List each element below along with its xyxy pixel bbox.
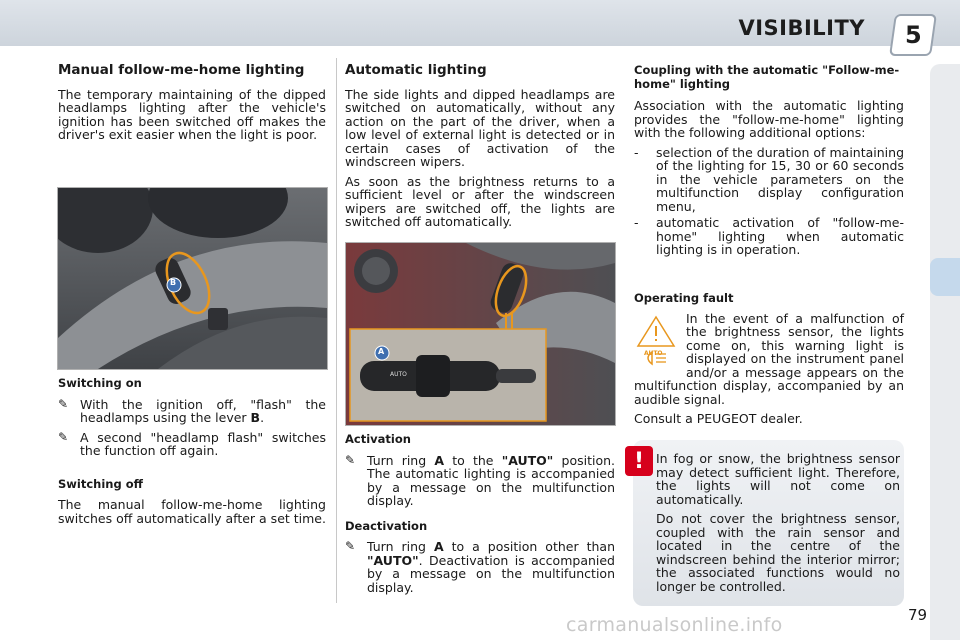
lever-b-illustration — [58, 188, 327, 369]
chapter-number: 5 — [904, 21, 922, 49]
deactivation-step — [367, 540, 615, 594]
manual-lighting-intro: The temporary maintaining of the dipped headlamps lighting after the vehicle's ignition has been switched off makes the driver's exit easier when the light is poor. — [58, 86, 326, 142]
heading-activation: Activation — [345, 432, 411, 446]
column-automatic-lighting — [345, 64, 615, 235]
fault-contact: Consult a PEUGEOT dealer. — [634, 411, 803, 426]
switching-on-step-1 — [80, 398, 326, 425]
ring-a-illustration — [346, 243, 615, 425]
automatic-lighting-p1: The side lights and dipped headlamps are switched on automatically, without any action on the part of the driver, when a low level of external light is detected or in certain cases of activation of the windscreen wipers. — [345, 86, 615, 169]
activation-step — [367, 454, 615, 508]
coupling-option-2: automatic activation of "follow-me-home" lighting when automatic lighting is in operation. — [656, 215, 904, 257]
column-divider — [336, 58, 337, 603]
ring-a-label: A — [378, 347, 385, 356]
warning-text-1: In fog or snow, the brightness sensor may detect sufficient light. Therefore, the lights will not come on automatically. — [656, 451, 900, 507]
pencil-icon: ✎ — [58, 429, 69, 444]
chapter-badge — [889, 14, 937, 56]
fault-text: In the event of a malfunction of the brightness sensor, the lights come on, this warning light is displayed on the instrument panel and/or a message appears on the multifunction display, accompanied by an audible signal. — [634, 310, 904, 407]
step-text-end: . Deactivation is accompanied by a message on the multifunction display. — [367, 552, 615, 595]
page-title: VISIBILITY — [738, 16, 865, 40]
list-item — [634, 146, 904, 214]
coupling-intro: Association with the automatic lighting provides the "follow-me-home" lighting with the following additional options: — [634, 98, 904, 140]
coupling-option-1: selection of the duration of maintaining of the lighting for 15, 30 or 60 seconds in the vehicle parameters on the multifunction display configuration menu, — [656, 144, 904, 214]
auto-position-label: AUTO — [390, 371, 407, 378]
dash-marker: - — [634, 144, 639, 160]
auto-ref: "AUTO" — [501, 452, 554, 468]
heading-switching-off: Switching off — [58, 476, 143, 491]
step-text-end: position. The automatic lighting is accompanied by a message on the multifunction display. — [367, 452, 615, 508]
step-text: With the ignition off, "flash" the headlamps using the lever — [80, 396, 326, 425]
watermark: carmanualsonline.info — [566, 614, 783, 636]
step-text-end: . — [260, 410, 265, 425]
auto-ref: "AUTO" — [367, 552, 419, 568]
side-tab-active — [930, 258, 960, 296]
heading-deactivation: Deactivation — [345, 518, 428, 533]
lever-ref: B — [250, 410, 261, 425]
column-coupling — [634, 64, 904, 260]
exclamation-icon: ! — [625, 446, 653, 476]
column-manual-lighting — [58, 64, 326, 148]
page-number: 79 — [908, 606, 928, 624]
ring-a-photo — [345, 242, 616, 426]
step-text: Turn ring — [367, 539, 434, 554]
list-item — [634, 216, 904, 257]
step-text-mid: to the — [444, 452, 502, 468]
pencil-icon: ✎ — [58, 396, 69, 411]
heading-manual-lighting: Manual follow-me-home lighting — [58, 62, 305, 78]
heading-coupling: Coupling with the automatic "Follow-me-home" lighting — [634, 63, 900, 91]
warning-content — [656, 452, 900, 599]
heading-operating-fault: Operating fault — [634, 291, 734, 305]
step-text-mid: to a position other than — [443, 539, 616, 554]
lever-b-photo — [57, 187, 328, 370]
heading-automatic-lighting: Automatic lighting — [345, 62, 487, 78]
dash-marker: - — [634, 215, 639, 230]
pencil-icon: ✎ — [345, 452, 356, 467]
list-item — [345, 454, 615, 508]
column-activation — [345, 433, 615, 600]
ring-ref: A — [434, 452, 445, 468]
list-item — [58, 431, 326, 458]
column-operating-fault — [634, 292, 904, 432]
column-switching — [58, 377, 326, 531]
list-item — [345, 540, 615, 594]
switching-off-text: The manual follow-me-home lighting switches off automatically after a set time. — [58, 497, 326, 526]
automatic-lighting-p2: As soon as the brightness returns to a sufficient level or after the windscreen wipers are switched off, the lights are switched off automatically. — [345, 173, 615, 229]
fault-warning-icon — [634, 314, 686, 368]
heading-switching-on: Switching on — [58, 376, 142, 390]
pencil-icon: ✎ — [345, 539, 356, 553]
side-tab — [930, 64, 960, 640]
ring-ref: A — [433, 539, 444, 554]
switching-on-step-2: A second "headlamp flash" switches the function off again. — [80, 429, 326, 458]
auto-icon-label: AUTO — [644, 349, 663, 357]
lever-b-label: B — [170, 278, 177, 287]
step-text: Turn ring — [367, 452, 435, 468]
warning-text-2: Do not cover the brightness sensor, coupled with the rain sensor and located in the centre of the windscreen behind the interior mirror; the associated functions would no longer be controlled. — [656, 511, 900, 594]
list-item — [58, 398, 326, 425]
